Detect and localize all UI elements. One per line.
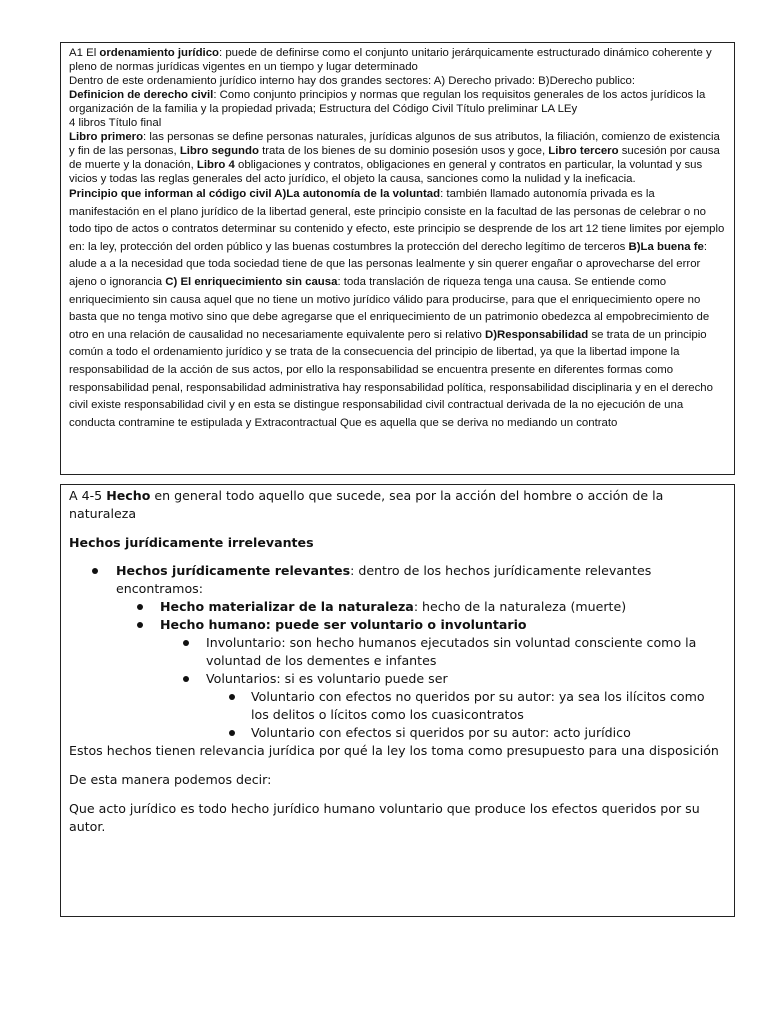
list-item-involuntario <box>69 634 726 670</box>
text-naturaleza: : hecho de la naturaleza (muerte) <box>413 599 627 614</box>
section-number: A 4-5 <box>69 488 107 503</box>
text-enriquecimiento: : toda translación de riqueza tenga una causa. Se entiende como enriquecimiento sin causa aquel que no tiene un motivo jurídico válido para producirse, para que el enriquecimiento opere no basta que no tenga motivo sino que debe agregarse que el enriquecimiento de un patrimonio obedezca al empobrecimiento de otro en una relación de causalidad no necesariamente equivalente pero si relativo <box>69 275 710 341</box>
paragraph-ordenamiento <box>69 46 726 74</box>
term-buena-fe: B)La buena fe <box>628 240 704 253</box>
term-responsabilidad: D)Responsabilidad <box>485 328 589 341</box>
bullet-icon <box>137 604 143 610</box>
definition-ordenamiento: : puede de definirse como el conjunto unitario jerárquicamente estructurado dinámico coherente y pleno de normas jurídicas vigentes en un tiempo y lugar determinado <box>69 47 712 73</box>
paragraph-derecho-civil <box>69 88 726 116</box>
term-enriquecimiento: C) El enriquecimiento sin causa <box>165 275 338 288</box>
text-libro-tercero: sucesión por causa de muerte y la donación, <box>69 145 720 171</box>
text-queridos: Voluntario con efectos si queridos por su autor: acto jurídico <box>251 725 631 740</box>
text-buena-fe: : alude a a la necesidad que toda sociedad tiene de que las personas lealmente y sin querer engañar o aprovecharse del error ajeno o ignorancia <box>69 240 708 288</box>
heading-irrelevantes <box>69 534 726 552</box>
paragraph-libros: 4 libros Título final <box>69 117 162 129</box>
term-relevantes: Hechos jurídicamente relevantes <box>116 563 351 578</box>
text-libro-4: obligaciones y contratos, obligaciones en general y contratos en particular, la voluntad y sus vicios y todas las reglas generales del acto jurídico, el objeto la causa, sanciones como la nulidad y la ineficacia. <box>69 159 703 185</box>
bullet-icon <box>183 676 189 682</box>
term-derecho-civil: Definicion de derecho civil <box>69 89 214 101</box>
list-item-relevantes <box>69 562 726 598</box>
bullet-icon <box>183 640 189 646</box>
text-responsabilidad: se trata de un principio común a todo el ordenamiento jurídico y se trata de la consecuencia del principio de libertad, ya que la libertad impone la responsabilidad de la acción de sus actos, por ello la responsabilidad se encuentra presente en diferentes formas como responsabilidad penal, responsabilidad administrativa hay responsabilidad política, responsabilidad disciplinaria y en el derecho civil existe responsabilidad civil y en esta se distingue responsabilidad civil contractual derivada de la no ejecución de una conducta contramine te estipulada y Extracontractual Que es aquella que se deriva no mediando un contrato <box>69 328 713 429</box>
term-ordenamiento: ordenamiento jurídico <box>99 47 220 59</box>
term-libro-tercero: Libro tercero <box>548 145 619 157</box>
text-no-queridos: Voluntario con efectos no queridos por su autor: ya sea los ilícitos como los delitos o lícitos como los cuasicontratos <box>251 689 705 722</box>
text-relevantes: : dentro de los hechos jurídicamente relevantes encontramos: <box>116 563 652 596</box>
paragraph-sectores: Dentro de este ordenamiento jurídico interno hay dos grandes sectores: A) Derecho privado: B)Derecho publico: <box>69 75 636 87</box>
hechos-list <box>69 562 726 742</box>
term-libro-4: Libro 4 <box>196 159 235 171</box>
paragraph-relevancia: Estos hechos tienen relevancia jurídica por qué la ley los toma como presupuesto para una disposición <box>69 743 719 758</box>
section-a4-5-box <box>60 484 735 917</box>
list-item-no-queridos <box>69 688 726 724</box>
definition-hecho: en general todo aquello que sucede, sea por la acción del hombre o acción de la naturaleza <box>69 488 664 521</box>
paragraph-principios <box>69 186 726 432</box>
term-libro-primero: Libro primero <box>69 131 144 143</box>
list-item-hecho-humano <box>69 616 726 634</box>
bullet-icon <box>229 694 235 700</box>
text-voluntarios: Voluntarios: si es voluntario puede ser <box>206 671 448 686</box>
bullet-icon <box>137 622 143 628</box>
list-item-queridos <box>69 724 726 742</box>
text-autonomia: : también llamado autonomía privada es la manifestación en el plano jurídico de la libertad general, este principio consiste en la facultad de las personas de celebrar o no todo tipo de actos o contratos determinar su contenido y efecto, este principio se desprende de los art 12 tiene limites por ejemplo en: la ley, protección del orden público y las buenas costumbres la protección del derecho legítimo de terceros <box>69 188 725 253</box>
section-a1-box <box>60 42 735 475</box>
section-number: A1 El <box>69 47 100 59</box>
paragraph-libros-detail <box>69 130 726 186</box>
text-libro-primero: : las personas se define personas naturales, jurídicas algunos de sus atributos, la filiación, comienzo de existencia y fin de las personas, <box>69 131 720 157</box>
bullet-icon <box>92 568 98 574</box>
paragraph-acto-juridico: Que acto jurídico es todo hecho jurídico humano voluntario que produce los efectos queridos por su autor. <box>69 801 700 834</box>
term-naturaleza: Hecho materializar de la naturaleza <box>160 599 414 614</box>
term-hecho: Hecho <box>106 488 151 503</box>
paragraph-hecho <box>69 487 726 523</box>
term-irrelevantes: Hechos jurídicamente irrelevantes <box>69 535 314 550</box>
text-libro-segundo: trata de los bienes de su dominio posesión usos y goce, <box>258 145 549 157</box>
term-hecho-humano: Hecho humano: puede ser voluntario o involuntario <box>160 617 527 632</box>
term-autonomia: Principio que informan al código civil A)La autonomía de la voluntad <box>69 188 441 200</box>
list-item-naturaleza <box>69 598 726 616</box>
term-libro-segundo: Libro segundo <box>179 145 259 157</box>
bullet-icon <box>229 730 235 736</box>
definition-derecho-civil: : Como conjunto principios y normas que regulan los requisitos generales de los actos jurídicos la organización de la familia y la propiedad privada; Estructura del Código Civil Título preliminar LA LEy <box>69 89 706 115</box>
paragraph-decir: De esta manera podemos decir: <box>69 772 272 787</box>
text-involuntario: Involuntario: son hecho humanos ejecutados sin voluntad consciente como la voluntad de los dementes e infantes <box>206 635 697 668</box>
list-item-voluntarios <box>69 670 726 688</box>
